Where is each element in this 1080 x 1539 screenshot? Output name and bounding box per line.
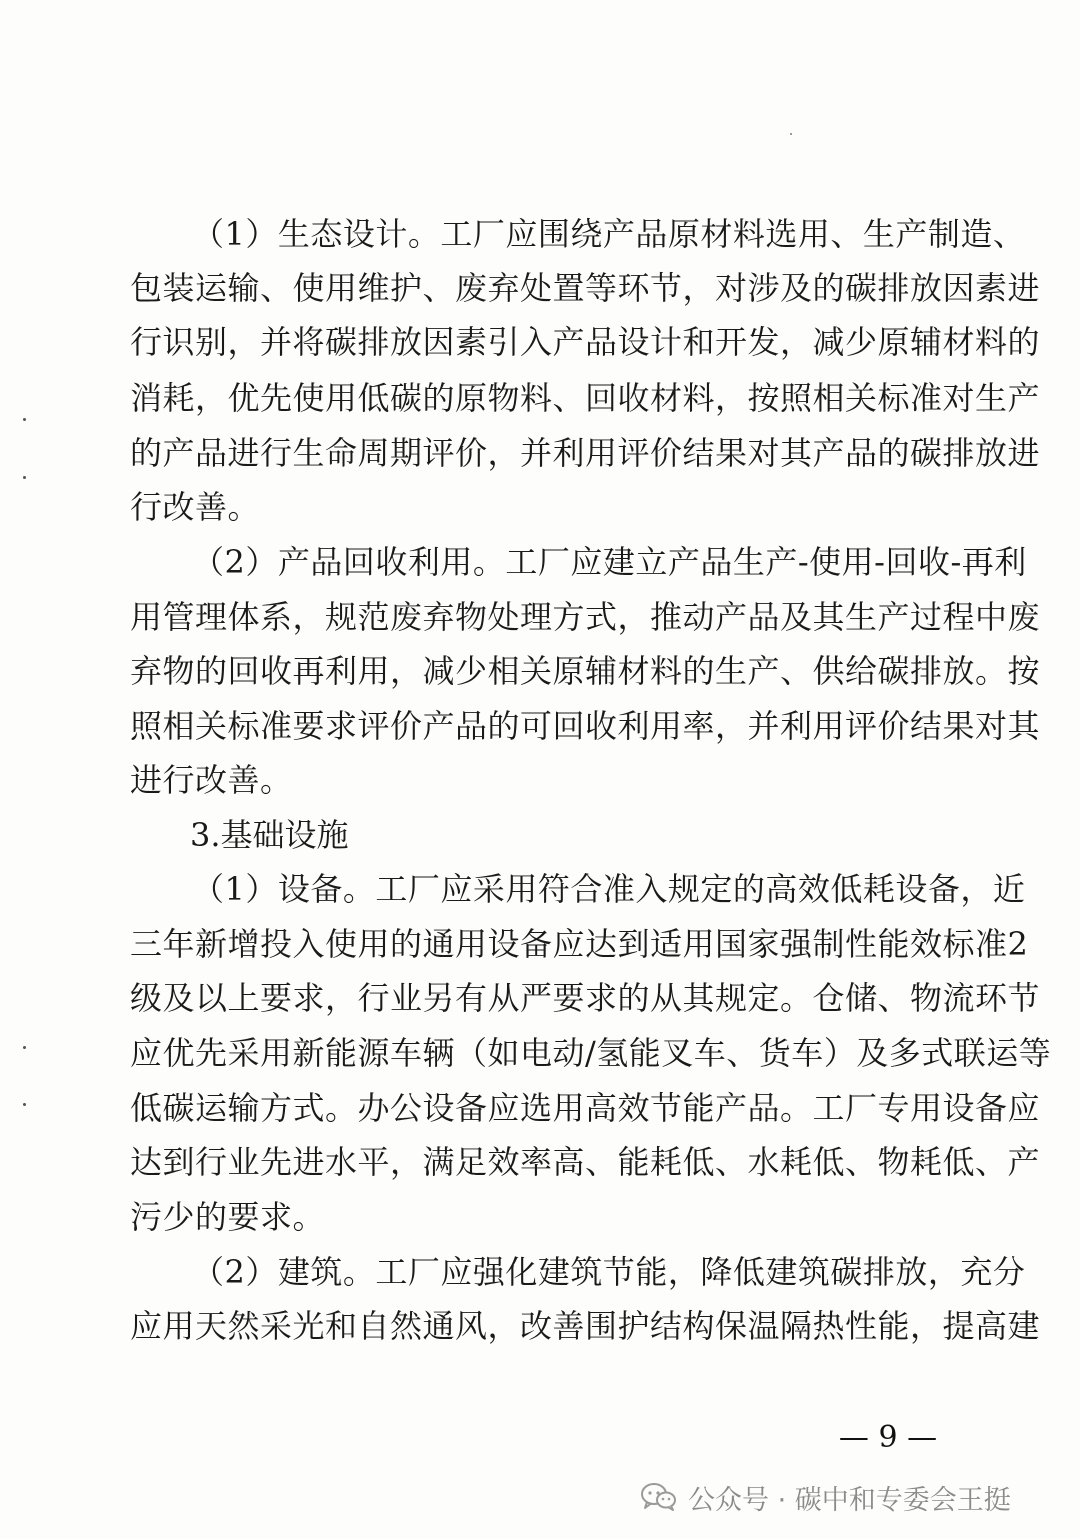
- text-line: （1）设备。工厂应采用符合准入规定的高效低耗设备，近: [192, 870, 1026, 908]
- text-line: 应优先采用新能源车辆（如电动/氢能叉车、货车）及多式联运等: [130, 1034, 1052, 1072]
- text-line: （2）建筑。工厂应强化建筑节能，降低建筑碳排放，充分: [192, 1253, 1026, 1291]
- text-line: 进行改善。: [130, 761, 293, 799]
- margin-mark: [23, 1103, 26, 1106]
- text-line: 的产品进行生命周期评价，并利用评价结果对其产品的碳排放进: [130, 434, 1041, 472]
- text-line: （2）产品回收利用。工厂应建立产品生产-使用-回收-再利: [192, 543, 1027, 581]
- text-line: 消耗，优先使用低碳的原物料、回收材料，按照相关标准对生产: [130, 379, 1041, 417]
- text-line: 行识别，并将碳排放因素引入产品设计和开发，减少原辅材料的: [130, 323, 1041, 361]
- wechat-icon: [640, 1481, 678, 1513]
- scan-speck: [790, 133, 792, 135]
- text-line: 级及以上要求，行业另有从严要求的从其规定。仓储、物流环节: [130, 979, 1041, 1017]
- text-line: 照相关标准要求评价产品的可回收利用率，并利用评价结果对其: [130, 707, 1041, 745]
- text-line: 弃物的回收再利用，减少相关原辅材料的生产、供给碳排放。按: [130, 652, 1041, 690]
- text-line: （1）生态设计。工厂应围绕产品原材料选用、生产制造、: [192, 215, 1026, 253]
- margin-mark: [23, 1046, 26, 1049]
- text-line: 用管理体系，规范废弃物处理方式，推动产品及其生产过程中废: [130, 598, 1041, 636]
- section-heading: 3.基础设施: [190, 816, 349, 854]
- margin-mark: [23, 476, 26, 479]
- text-line: 包装运输、使用维护、废弃处置等环节，对涉及的碳排放因素进: [130, 269, 1041, 307]
- text-line: 行改善。: [130, 488, 261, 526]
- watermark-text: 公众号 · 碳中和专委会王挺: [688, 1484, 1011, 1516]
- text-line: 污少的要求。: [130, 1198, 326, 1236]
- watermark: [640, 1475, 1011, 1519]
- text-line: 三年新增投入使用的通用设备应达到适用国家强制性能效标准2: [130, 925, 1029, 963]
- text-line: 应用天然采光和自然通风，改善围护结构保温隔热性能，提高建: [130, 1307, 1041, 1345]
- margin-mark: [23, 418, 26, 421]
- page-number: — 9 —: [838, 1420, 938, 1455]
- text-line: 达到行业先进水平，满足效率高、能耗低、水耗低、物耗低、产: [130, 1143, 1041, 1181]
- text-line: 低碳运输方式。办公设备应选用高效节能产品。工厂专用设备应: [130, 1089, 1041, 1127]
